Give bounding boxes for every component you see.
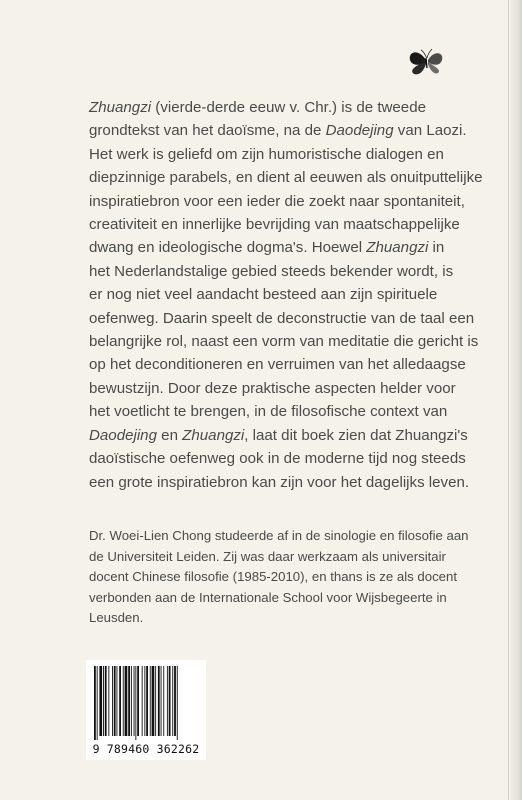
blurb-line — [89, 424, 468, 447]
barcode-bar — [94, 666, 96, 740]
barcode-bar — [174, 666, 176, 736]
blurb-italic-title: Daodejing — [89, 426, 157, 444]
barcode-bar — [114, 666, 116, 736]
blurb-text: belangrijke rol, naast een vorm van meditatie die gericht is — [89, 333, 479, 351]
blurb-line — [89, 213, 460, 236]
blurb-text: op het deconditioneren en verruimen van het alledaagse — [89, 356, 466, 374]
blurb-line — [89, 143, 444, 166]
blurb-text: een grote inspiratiebron kan zijn voor het dagelijks leven. — [89, 473, 470, 491]
blurb-text: oefenweg. Daarin speelt de deconstructie van de taal een — [89, 309, 475, 327]
barcode-bar — [161, 666, 162, 736]
blurb-line — [89, 447, 466, 470]
barcode-bar — [103, 666, 104, 736]
blurb-text: het Nederlandstalige gebied steeds bekender wordt, is — [89, 262, 454, 280]
barcode-bar — [108, 666, 109, 736]
barcode-bar — [144, 666, 145, 736]
book-blurb — [89, 96, 483, 494]
blurb-italic-title: Zhuangzi — [89, 99, 152, 116]
barcode-bar — [142, 666, 143, 736]
author-bio — [89, 526, 469, 629]
blurb-line — [89, 260, 454, 283]
blurb-text: daoïstische oefenweg ook in de moderne tijd nog steeds — [89, 450, 466, 468]
barcode-bar — [137, 666, 139, 736]
blurb-text: in — [428, 239, 445, 257]
blurb-line — [89, 166, 483, 189]
barcode-bar — [177, 666, 178, 740]
barcode-bar — [117, 666, 118, 736]
barcode-bar — [167, 666, 168, 736]
author-bio-line: Dr. Woei-Lien Chong studeerde af in de sinologie en filosofie aan — [89, 528, 469, 543]
blurb-text: , laat dit boek zien dat Zhuangzi's — [244, 426, 468, 444]
blurb-text: creativiteit en innerlijke bevrijding van maatschappelijke — [89, 216, 460, 234]
blurb-line — [89, 353, 466, 376]
barcode-bar — [105, 666, 107, 736]
blurb-text: dwang en ideologische dogma's. Hoewel — [89, 239, 367, 257]
blurb-text: van Laozi. — [393, 122, 467, 140]
barcode-bar — [97, 666, 98, 740]
blurb-text: en — [156, 426, 183, 444]
blurb-text: inspiratiebron voor een ieder die zoekt naar spontaniteit, — [89, 192, 465, 210]
barcode-bar — [150, 666, 151, 736]
author-bio-line: de Universiteit Leiden. Zij was daar werkzaam als universitair — [89, 548, 446, 564]
blurb-line — [89, 471, 470, 494]
barcode-bar — [128, 666, 130, 736]
barcode-bar — [112, 666, 113, 736]
blurb-text: het voetlicht te brengen, in de filosofische context van — [89, 403, 448, 421]
isbn-barcode — [86, 660, 206, 760]
blurb-line — [89, 400, 448, 423]
author-bio-line: docent Chinese filosofie (1985-2010), en thans is ze als docent — [89, 569, 458, 585]
blurb-text: Het werk is geliefd om zijn humoristische dialogen en — [89, 145, 444, 163]
isbn-number: 9 789460 362262 — [92, 742, 200, 756]
butterfly-icon — [404, 44, 450, 78]
blurb-line — [89, 96, 437, 119]
barcode-bar — [123, 666, 124, 736]
author-bio-line: Leusden. — [89, 610, 144, 626]
blurb-line — [89, 190, 465, 213]
barcode-bar — [135, 666, 136, 740]
author-bio-line: verbonden aan de Internationale School voor Wijsbegeerte in — [89, 589, 447, 605]
barcode-bar — [152, 666, 155, 736]
barcode-bar — [172, 666, 173, 736]
blurb-text: grondtekst van het daoïsme, na de — [89, 122, 326, 140]
spine-edge-shadow — [508, 0, 522, 800]
barcode-bar — [131, 666, 132, 736]
barcode-bar — [134, 666, 135, 736]
blurb-text: bewustzijn. Door deze praktische aspecten helder voor — [89, 379, 456, 397]
blurb-line — [89, 377, 456, 400]
blurb-line — [89, 236, 445, 259]
barcode-bar — [125, 666, 128, 736]
blurb-text: (vierde-derde eeuw v. Chr.) is de tweede — [151, 99, 426, 116]
barcode-bar — [119, 666, 121, 736]
blurb-text: diepzinnige parabels, en dient al eeuwen als onuitputtelijke — [89, 169, 483, 187]
blurb-italic-title: Zhuangzi — [182, 426, 245, 444]
barcode-bar — [99, 666, 102, 736]
barcode-bar — [155, 666, 156, 736]
barcode-bar — [169, 666, 171, 736]
barcode-bar — [158, 666, 160, 736]
blurb-line — [89, 119, 467, 142]
blurb-line — [89, 330, 479, 353]
blurb-line — [89, 283, 437, 306]
blurb-text: er nog niet veel aandacht besteed aan zijn spirituele — [89, 286, 438, 304]
blurb-italic-title: Daodejing — [325, 122, 394, 140]
barcode-bar — [163, 666, 164, 736]
barcode-bars — [92, 666, 200, 740]
blurb-italic-title: Zhuangzi — [366, 239, 429, 257]
barcode-bar — [146, 666, 148, 736]
blurb-line — [89, 307, 475, 330]
